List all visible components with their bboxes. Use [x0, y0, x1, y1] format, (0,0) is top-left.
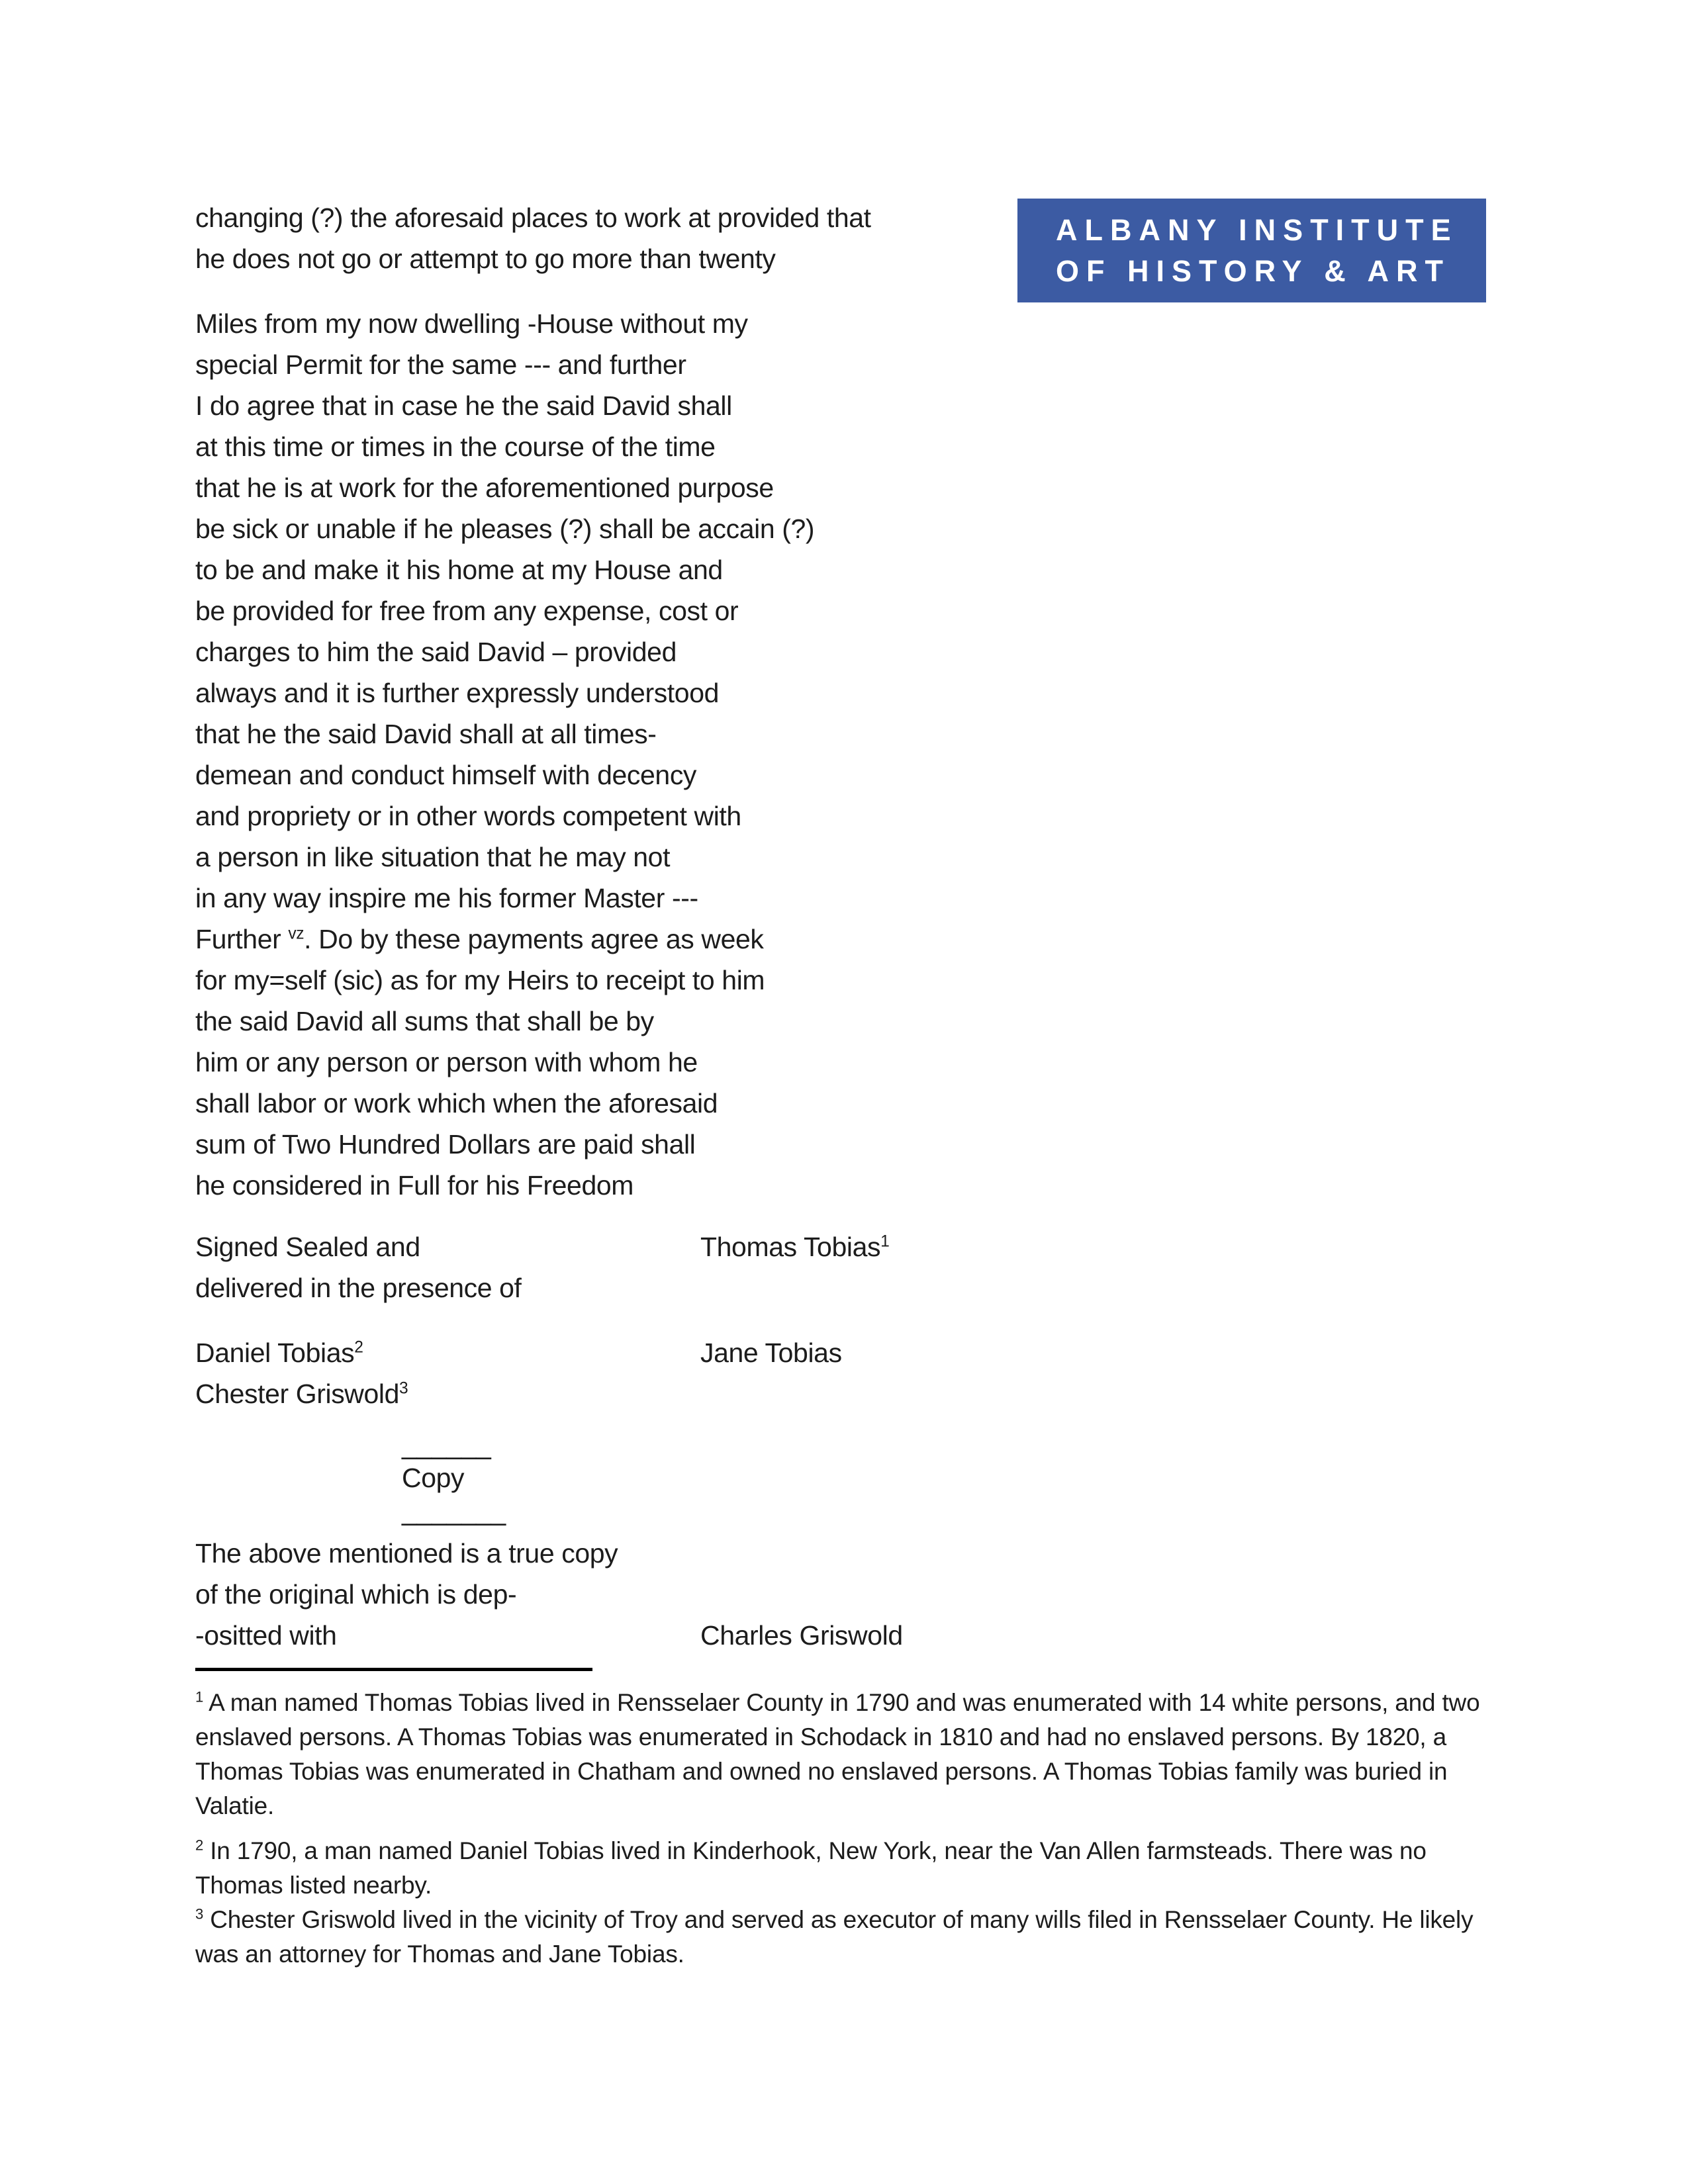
signature-block [195, 1226, 1188, 1414]
further-pre: Further [195, 924, 289, 954]
text-line: in any way inspire me his former Master --- [195, 883, 698, 913]
footnote-separator-rule [195, 1668, 592, 1671]
footnote-ref-3: 3 [399, 1379, 408, 1398]
text-line: sum of Two Hundred Dollars are paid shall [195, 1129, 696, 1160]
signatory-thomas-tobias [700, 1226, 889, 1267]
footnote-text: A man named Thomas Tobias lived in Rensselaer County in 1790 and was enumerated with 14 white persons, and two enslaved persons. A Thomas Tobias was enumerated in Schodack in 1810 and had no enslaved persons. By 1820, a Thomas Tobias was enumerated in Chatham and owned no enslaved persons. A Thomas Tobias family was buried in Valatie. [195, 1689, 1480, 1819]
logo-line-1: ALBANY INSTITUTE [1056, 212, 1458, 247]
albany-institute-logo [1017, 199, 1486, 302]
opening-paragraph [195, 197, 871, 279]
text-line: be provided for free from any expense, cost or [195, 596, 739, 626]
signature-row [195, 1267, 1188, 1308]
text-line: special Permit for the same --- and further [195, 349, 686, 380]
copy-label: Copy [402, 1463, 465, 1493]
text-line: of the original which is dep- [195, 1579, 517, 1610]
witness-chester-griswold [195, 1379, 408, 1409]
footnote-marker: 2 [195, 1837, 204, 1854]
text-line: he does not go or attempt to go more than twenty [195, 244, 776, 274]
footnote-ref-1: 1 [880, 1232, 890, 1251]
footnote-marker: 3 [195, 1905, 204, 1923]
rule-below-copy: _______ [402, 1496, 506, 1526]
witness-name: Daniel Tobias [195, 1338, 355, 1368]
signatory-charles-griswold: Charles Griswold [700, 1620, 903, 1651]
footnote-marker: 1 [195, 1688, 204, 1706]
text-line: him or any person or person with whom he [195, 1047, 698, 1077]
logo-line-2: OF HISTORY & ART [1056, 253, 1451, 288]
witness-clause: delivered in the presence of [195, 1273, 522, 1303]
footnote-3 [195, 1903, 1503, 1972]
deposit-clause: -ositted with [195, 1620, 337, 1651]
text-line: Miles from my now dwelling -House without my [195, 308, 748, 339]
text-line: the said David all sums that shall be by [195, 1006, 654, 1036]
closing-row [195, 1615, 1254, 1656]
text-line: charges to him the said David – provided [195, 637, 677, 667]
text-line: demean and conduct himself with decency [195, 760, 697, 790]
main-paragraph [195, 303, 814, 1206]
footnote-1 [195, 1686, 1503, 1823]
witness-clause: Signed Sealed and [195, 1232, 420, 1262]
witness-name: Chester Griswold [195, 1379, 400, 1409]
signatory-name: Thomas Tobias [700, 1232, 881, 1262]
footnote-ref-2: 2 [354, 1338, 363, 1357]
further-superscript: vz [288, 925, 305, 943]
witness-daniel-tobias [195, 1338, 363, 1368]
text-line: always and it is further expressly understood [195, 678, 720, 708]
footnote-text: Chester Griswold lived in the vicinity of Troy and served as executor of many wills filed in Rensselaer County. He likely was an attorney for Thomas and Jane Tobias. [195, 1906, 1474, 1968]
footnote-text: In 1790, a man named Daniel Tobias lived in Kinderhook, New York, near the Van Allen farmsteads. There was no Thomas listed nearby. [195, 1837, 1427, 1899]
text-line: The above mentioned is a true copy [195, 1538, 618, 1569]
footnote-area [195, 1668, 1503, 1972]
text-line: changing (?) the aforesaid places to work at provided that [195, 203, 871, 233]
text-line: and propriety or in other words competent with [195, 801, 741, 831]
text-line: shall labor or work which when the aforesaid [195, 1088, 718, 1118]
text-line-with-superscript [195, 919, 814, 960]
further-post: . Do by these payments agree as week [304, 924, 764, 954]
text-line: I do agree that in case he the said David shall [195, 390, 732, 421]
spacer [195, 1308, 1188, 1332]
footnote-2 [195, 1834, 1503, 1903]
closing-block [195, 1533, 1254, 1656]
text-line: to be and make it his home at my House and [195, 555, 723, 585]
text-line: at this time or times in the course of the time [195, 432, 716, 462]
signature-row [195, 1332, 1188, 1373]
signature-row [195, 1226, 1188, 1267]
text-line: he considered in Full for his Freedom [195, 1170, 634, 1201]
rule-above-copy: ______ [402, 1430, 491, 1460]
text-line: be sick or unable if he pleases (?) shall be accain (?) [195, 514, 815, 544]
signatory-jane-tobias: Jane Tobias [700, 1338, 842, 1368]
text-line: that he the said David shall at all times- [195, 719, 657, 749]
signature-row [195, 1373, 1188, 1414]
text-line: for my=self (sic) as for my Heirs to receipt to him [195, 965, 765, 995]
copy-heading-block [195, 1428, 506, 1527]
text-line: a person in like situation that he may not [195, 842, 671, 872]
text-line: that he is at work for the aforementioned purpose [195, 473, 774, 503]
